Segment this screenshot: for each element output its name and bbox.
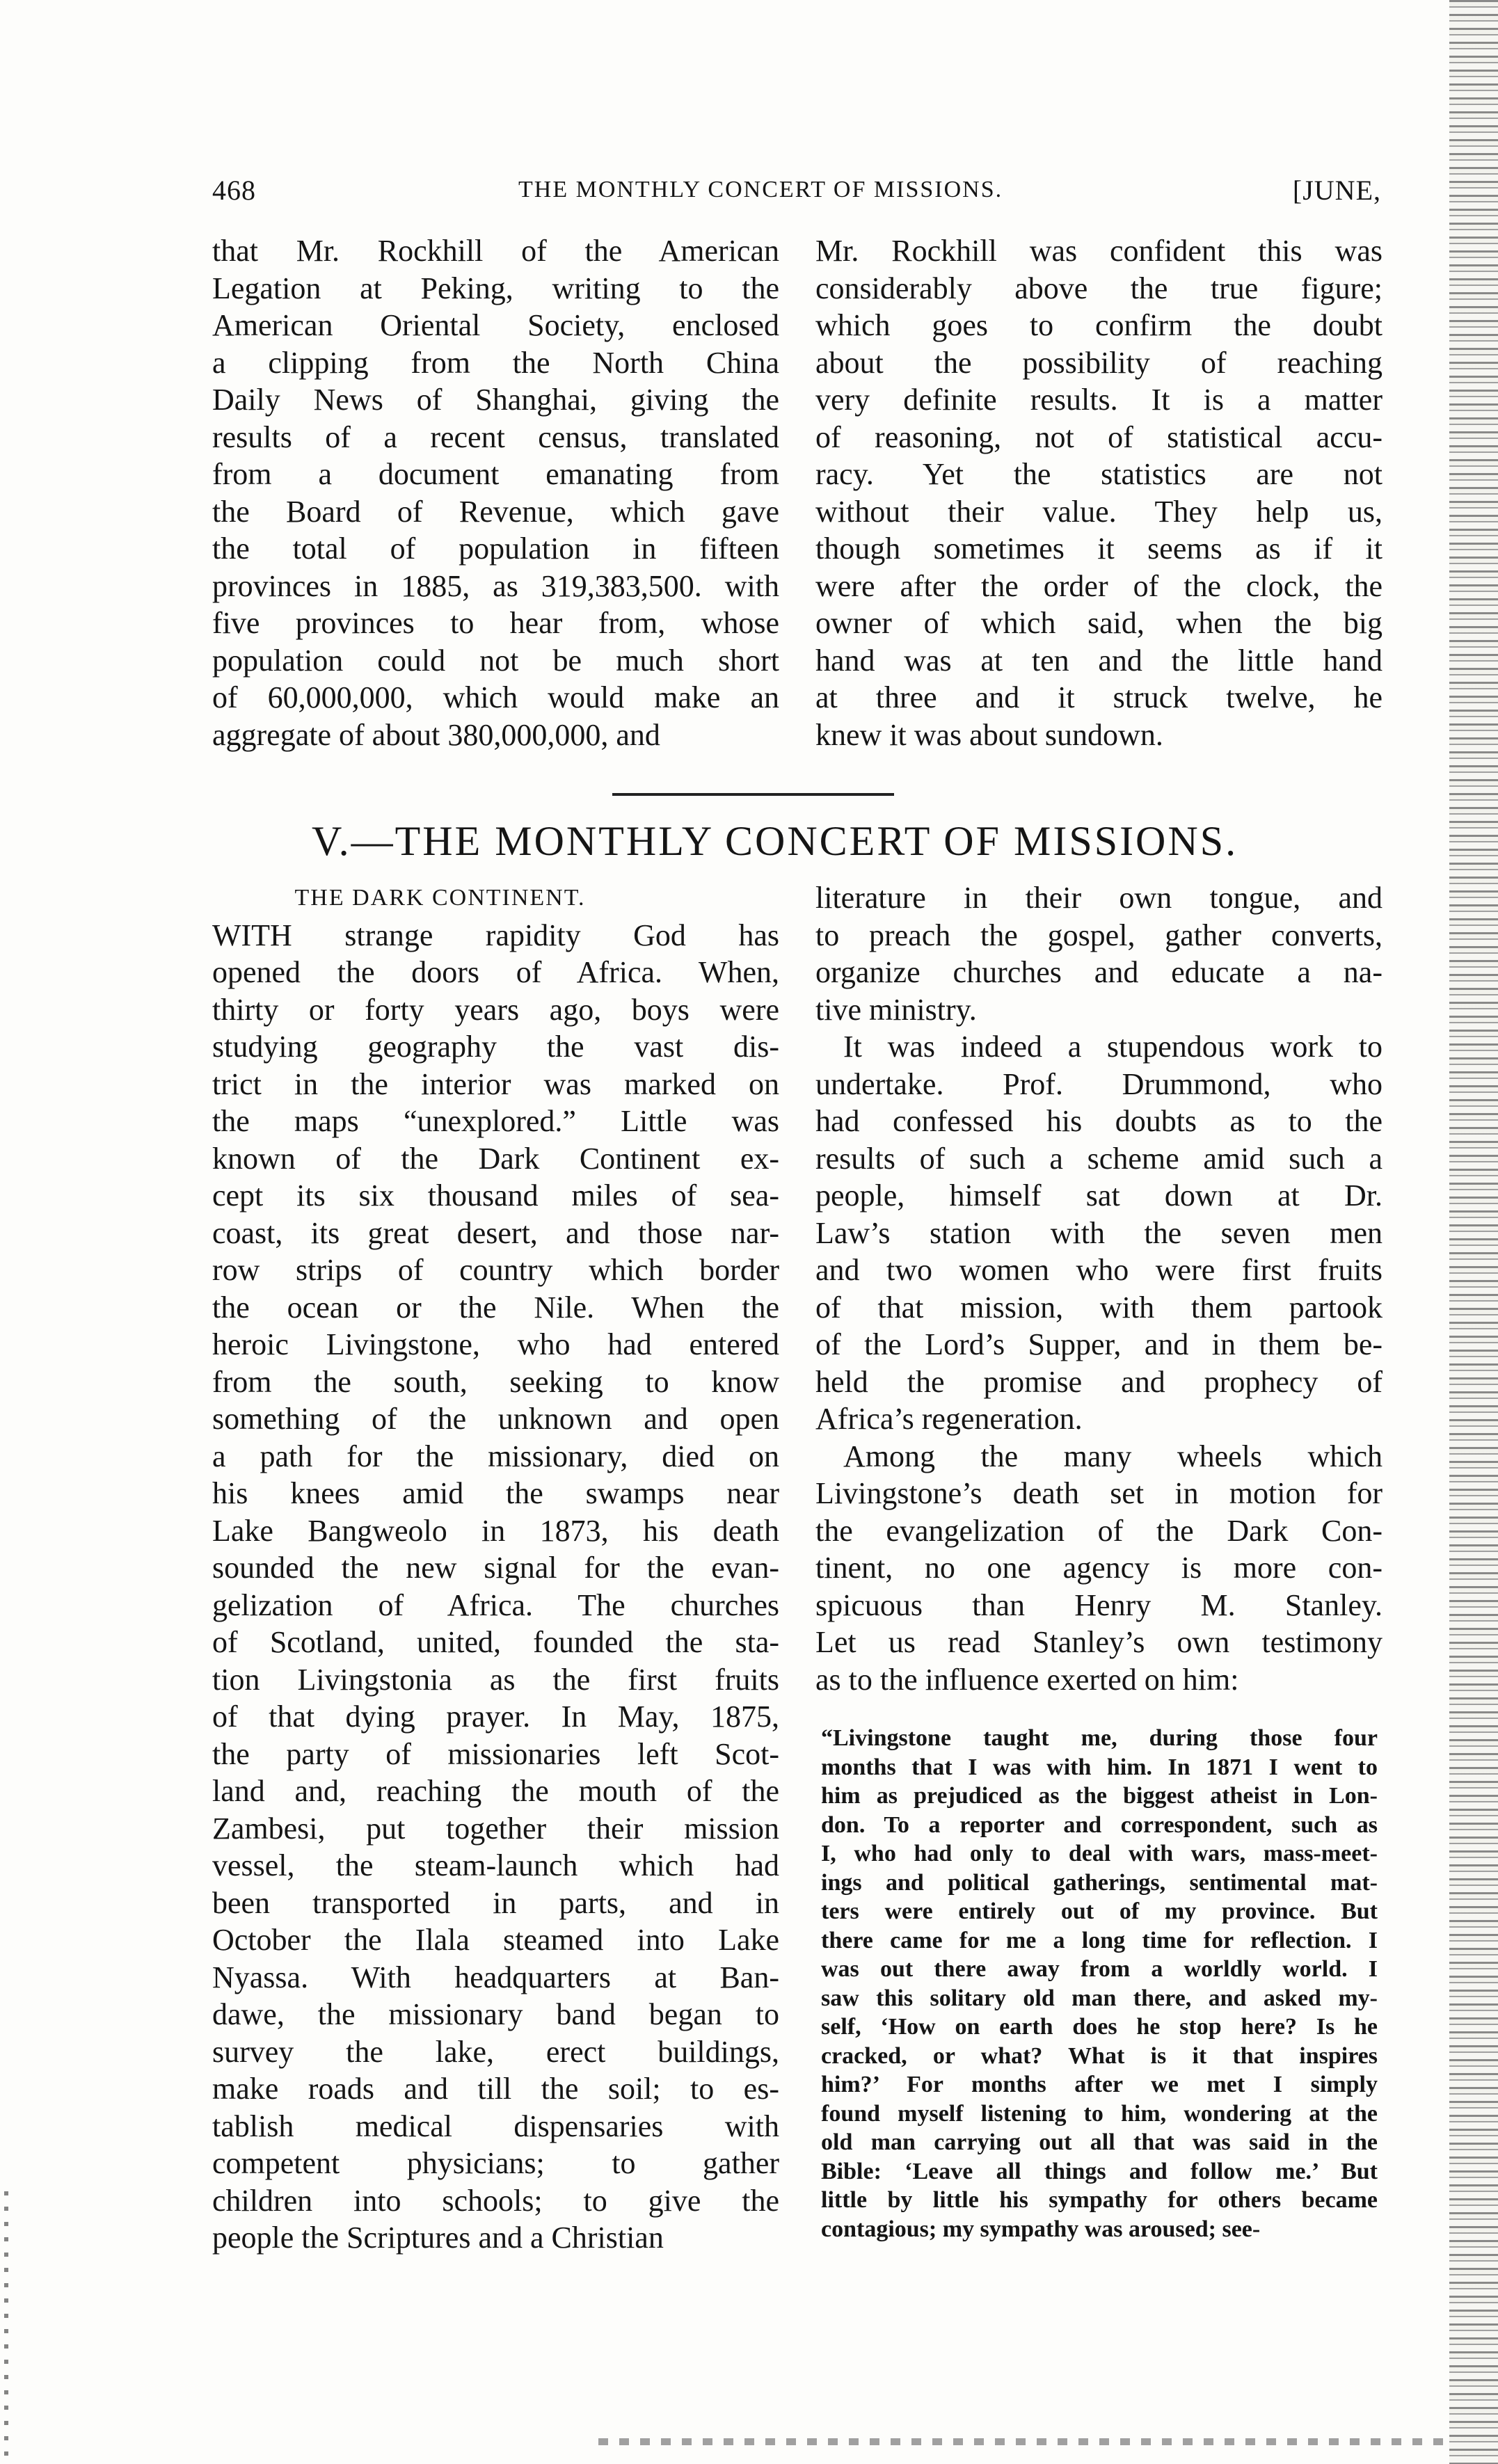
text-line: results of such a scheme amid such a <box>815 1141 1383 1176</box>
text-line: of that mission, with them partook <box>815 1290 1383 1325</box>
subheading: THE DARK CONTINENT. <box>294 885 586 911</box>
text-line: coast, its great desert, and those nar- <box>212 1215 779 1250</box>
text-line: thirty or forty years ago, boys were <box>212 992 779 1027</box>
text-line: sounded the new signal for the evan- <box>212 1551 779 1585</box>
text-line: there came for me a long time for reflection. I <box>821 1927 1378 1953</box>
text-line: the total of population in fifteen <box>212 531 779 566</box>
text-line: American Oriental Society, enclosed <box>212 308 779 342</box>
text-line: were after the order of the clock, the <box>815 568 1383 603</box>
text-line: opened the doors of Africa. When, <box>212 955 779 989</box>
text-line: something of the unknown and open <box>212 1402 779 1436</box>
text-line: row strips of country which border <box>212 1253 779 1287</box>
text-line: racy. Yet the statistics are not <box>815 457 1383 491</box>
text-line: from a document emanating from <box>212 457 779 491</box>
text-line: without their value. They help us, <box>815 494 1383 529</box>
scan-noise-bottom <box>598 2438 1454 2445</box>
text-line: of 60,000,000, which would make an <box>212 680 779 714</box>
text-line: aggregate of about 380,000,000, and <box>212 717 660 752</box>
text-line: tive ministry. <box>815 992 977 1027</box>
text-line: tablish medical dispensaries with <box>212 2109 779 2143</box>
text-line: very definite results. It is a matter <box>815 383 1383 417</box>
text-line: competent physicians; to gather <box>212 2146 779 2180</box>
text-line: cept its six thousand miles of sea- <box>212 1178 779 1213</box>
text-line: “Livingstone taught me, during those four <box>821 1725 1378 1751</box>
text-line: the party of missionaries left Scot- <box>212 1736 779 1771</box>
text-line: considerably above the true figure; <box>815 271 1383 305</box>
bottom-left-column <box>212 879 779 2257</box>
text-line: land and, reaching the mouth of the <box>212 1774 779 1808</box>
text-line: Lake Bangweolo in 1873, his death <box>212 1513 779 1548</box>
text-line: of that dying prayer. In May, 1875, <box>212 1699 779 1734</box>
text-line: organize churches and educate a na- <box>815 955 1383 989</box>
text-line: people, himself sat down at Dr. <box>815 1178 1383 1213</box>
text-line: five provinces to hear from, whose <box>212 606 779 640</box>
text-line: contagious; my sympathy was aroused; see- <box>821 2216 1261 2242</box>
top-left-column <box>212 232 779 753</box>
text-line: Among the many wheels which <box>843 1439 1383 1473</box>
text-line: cracked, or what? What is it that inspires <box>821 2042 1378 2069</box>
text-line: saw this solitary old man there, and asked my- <box>821 1985 1378 2011</box>
text-line: at three and it struck twelve, he <box>815 680 1383 714</box>
page-number: 468 <box>212 175 256 206</box>
text-line: Law’s station with the seven men <box>815 1215 1383 1250</box>
text-line: known of the Dark Continent ex- <box>212 1141 779 1176</box>
text-line: the evangelization of the Dark Con- <box>815 1513 1383 1548</box>
text-line: studying geography the vast dis- <box>212 1030 779 1064</box>
text-line: WITH strange rapidity God has <box>212 918 779 952</box>
scan-edge-right <box>1449 0 1498 2464</box>
text-line: heroic Livingstone, who had entered <box>212 1327 779 1361</box>
text-line: undertake. Prof. Drummond, who <box>815 1066 1383 1101</box>
stanley-quote <box>821 1724 1378 2243</box>
text-line: population could not be much short <box>212 643 779 678</box>
bottom-right-column <box>815 879 1383 1698</box>
text-line: which goes to confirm the doubt <box>815 308 1383 342</box>
text-line: owner of which said, when the big <box>815 606 1383 640</box>
text-line: Zambesi, put together their mission <box>212 1811 779 1846</box>
text-line: trict in the interior was marked on <box>212 1066 779 1101</box>
text-line: a clipping from the North China <box>212 345 779 380</box>
text-line: and two women who were first fruits <box>815 1253 1383 1287</box>
text-line: tion Livingstonia as the first fruits <box>212 1662 779 1697</box>
text-line: people the Scriptures and a Christian <box>212 2221 664 2255</box>
text-line: self, ‘How on earth does he stop here? Is he <box>821 2014 1378 2040</box>
text-line: tinent, no one agency is more con- <box>815 1551 1383 1585</box>
text-line: Daily News of Shanghai, giving the <box>212 383 779 417</box>
text-line: little by little his sympathy for others became <box>821 2187 1378 2213</box>
text-line: Let us read Stanley’s own testimony <box>815 1625 1383 1659</box>
text-line: months that I was with him. In 1871 I went to <box>821 1754 1378 1780</box>
text-line: I, who had only to deal with wars, mass-meet- <box>821 1841 1378 1866</box>
top-right-column <box>815 232 1383 753</box>
text-line: him?’ For months after we met I simply <box>821 2072 1378 2097</box>
text-line: Livingstone’s death set in motion for <box>815 1476 1383 1510</box>
text-line: Legation at Peking, writing to the <box>212 271 779 305</box>
text-line: Nyassa. With headquarters at Ban- <box>212 1960 779 1994</box>
text-line: don. To a reporter and correspondent, such as <box>821 1811 1378 1838</box>
text-line: make roads and till the soil; to es- <box>212 2072 779 2106</box>
text-line: the Board of Revenue, which gave <box>212 494 779 529</box>
text-line: vessel, the steam-launch which had <box>212 1848 779 1882</box>
text-line: held the promise and prophecy of <box>815 1364 1383 1399</box>
running-header <box>212 174 1381 216</box>
text-line: of reasoning, not of statistical accu- <box>815 419 1383 454</box>
text-line: had confessed his doubts as to the <box>815 1104 1383 1138</box>
section-title: V.—THE MONTHLY CONCERT OF MISSIONS. <box>312 818 1238 864</box>
text-line: though sometimes it seems as if it <box>815 531 1383 566</box>
text-line: a path for the missionary, died on <box>212 1439 779 1473</box>
text-line: knew it was about sundown. <box>815 717 1163 752</box>
text-line: gelization of Africa. The churches <box>212 1587 779 1622</box>
running-title: THE MONTHLY CONCERT OF MISSIONS. <box>518 177 1003 202</box>
text-line: October the Ilala steamed into Lake <box>212 1923 779 1957</box>
text-line: the ocean or the Nile. When the <box>212 1290 779 1325</box>
text-line: that Mr. Rockhill of the American <box>212 234 779 268</box>
text-line: of Scotland, united, founded the sta- <box>212 1625 779 1659</box>
text-line: Africa’s regeneration. <box>815 1402 1083 1436</box>
text-line: provinces in 1885, as 319,383,500. with <box>212 568 779 603</box>
text-line: Mr. Rockhill was confident this was <box>815 234 1383 268</box>
text-line: of the Lord’s Supper, and in them be- <box>815 1327 1383 1361</box>
section-divider <box>612 793 894 796</box>
text-line: results of a recent census, translated <box>212 419 779 454</box>
text-line: old man carrying out all that was said in the <box>821 2129 1378 2155</box>
text-line: from the south, seeking to know <box>212 1364 779 1399</box>
text-line: found myself listening to him, wondering at the <box>821 2100 1378 2127</box>
text-line: to preach the gospel, gather converts, <box>815 918 1383 952</box>
text-line: him as prejudiced as the biggest atheist in Lon- <box>821 1783 1378 1809</box>
text-line: Bible: ‘Leave all things and follow me.’ But <box>821 2158 1378 2184</box>
text-line: It was indeed a stupendous work to <box>843 1030 1383 1064</box>
text-line: hand was at ten and the little hand <box>815 643 1383 678</box>
text-line: survey the lake, erect buildings, <box>212 2034 779 2069</box>
text-line: ters were entirely out of my province. But <box>821 1898 1378 1924</box>
text-line: ings and political gatherings, sentimental mat- <box>821 1869 1378 1896</box>
text-line: spicuous than Henry M. Stanley. <box>815 1587 1383 1622</box>
running-month: [JUNE, <box>1292 175 1381 206</box>
text-line: dawe, the missionary band began to <box>212 1997 779 2031</box>
text-line: the maps “unexplored.” Little was <box>212 1104 779 1138</box>
text-line: his knees amid the swamps near <box>212 1476 779 1510</box>
text-line: was out there away from a worldly world. I <box>821 1956 1378 1982</box>
text-line: as to the influence exerted on him: <box>815 1662 1239 1697</box>
text-line: children into schools; to give the <box>212 2183 779 2218</box>
text-line: been transported in parts, and in <box>212 1885 779 1920</box>
text-line: literature in their own tongue, and <box>815 881 1383 915</box>
text-line: about the possibility of reaching <box>815 345 1383 380</box>
scan-edge-left <box>4 2191 8 2456</box>
